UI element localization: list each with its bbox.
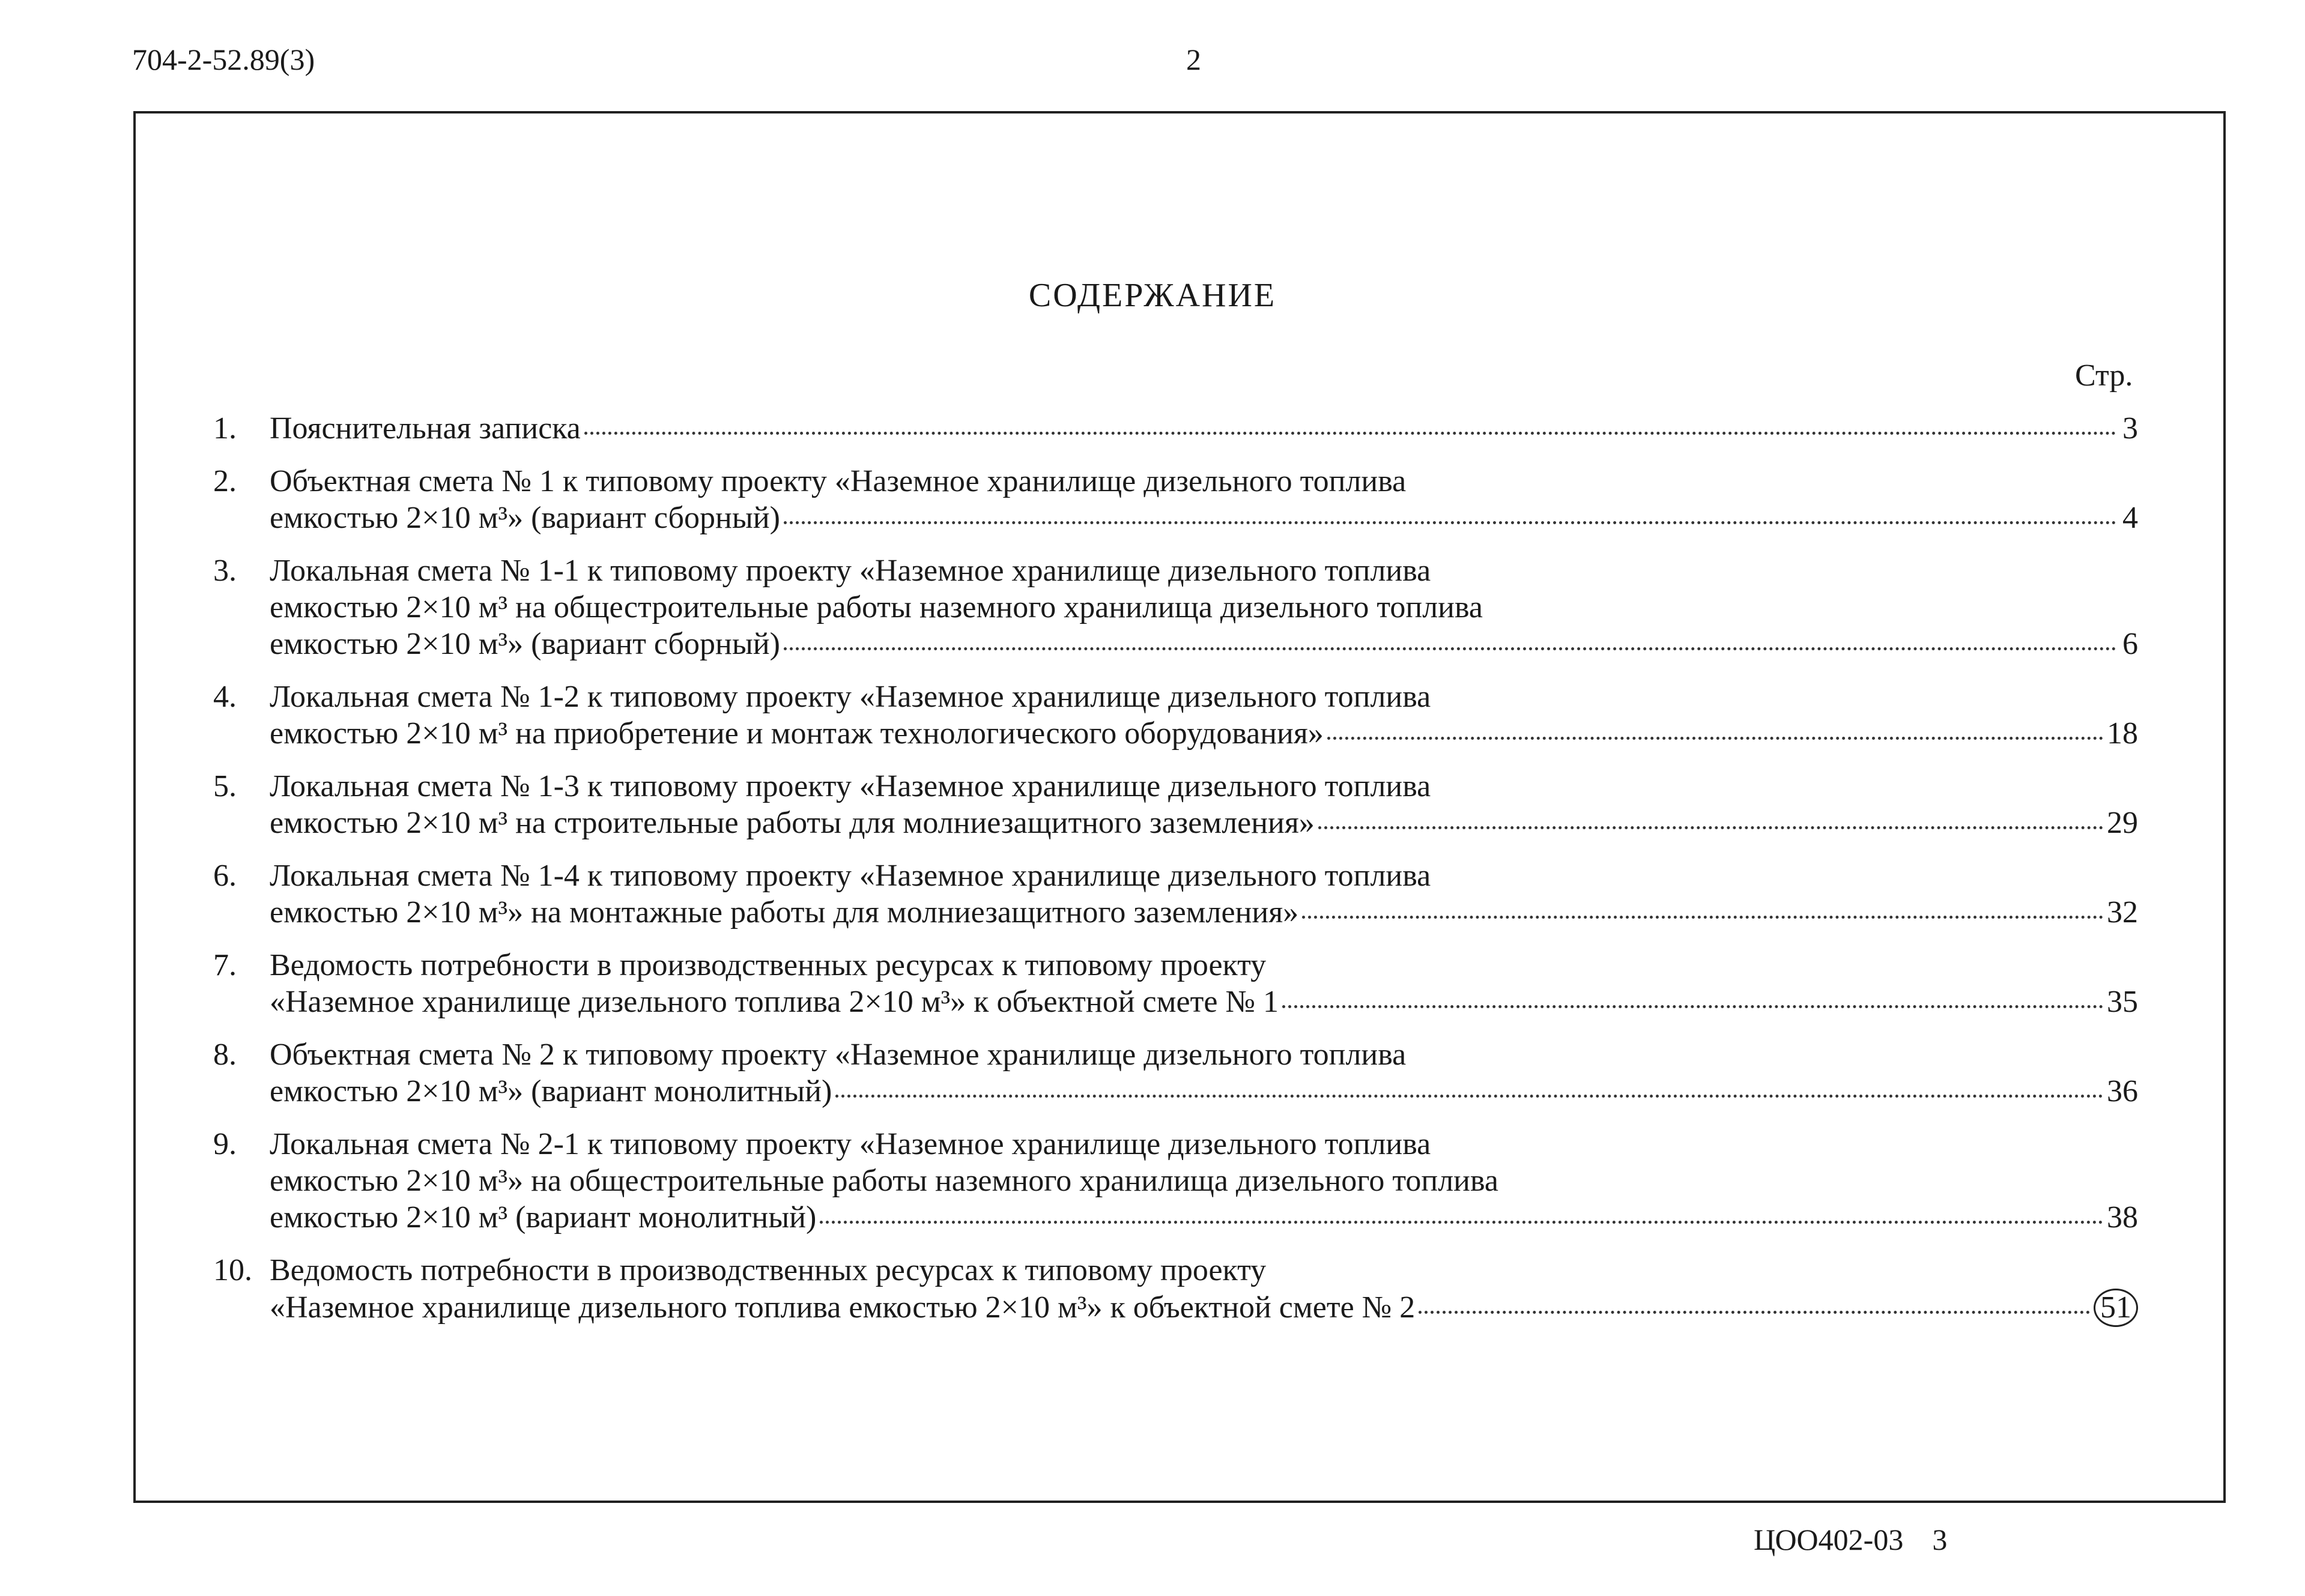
toc-entry-number: 3.: [213, 554, 237, 588]
dot-leader: [1327, 737, 2103, 740]
toc-entry-text: емкостью 2×10 м³ на строительные работы для молниезащитного заземления»: [270, 806, 1315, 840]
toc-entry-text: емкостью 2×10 м³ (вариант монолитный): [270, 1200, 817, 1235]
toc-entry-page: 6: [2122, 627, 2138, 661]
toc-entry-text: Локальная смета № 1-2 к типовому проекту «Наземное хранилище дизельного топлива: [270, 680, 1431, 714]
toc-entry[interactable]: [213, 857, 2138, 931]
toc-entry-number: 6.: [213, 859, 237, 893]
toc-entry-page: 4: [2122, 501, 2138, 535]
dot-leader: [1318, 826, 2103, 829]
toc-entry[interactable]: [213, 463, 2138, 536]
toc-entry-page: 29: [2107, 806, 2138, 840]
toc-entry-page: 35: [2107, 985, 2138, 1019]
page-number: 2: [1186, 43, 1201, 76]
document-code: 704-2-52.89(3): [132, 43, 315, 76]
toc-entry-text: Локальная смета № 1-4 к типовому проекту «Наземное хранилище дизельного топлива: [270, 859, 1431, 893]
toc-entry-number: 9.: [213, 1127, 237, 1161]
dot-leader: [584, 432, 2116, 435]
toc-entry[interactable]: [213, 947, 2138, 1020]
toc-entry[interactable]: [213, 768, 2138, 841]
dot-leader: [820, 1221, 2103, 1224]
toc-entry-page: 18: [2107, 716, 2138, 751]
page-title: СОДЕРЖАНИЕ: [1028, 277, 1277, 314]
toc-entry-number: 8.: [213, 1038, 237, 1072]
toc-entry-text: емкостью 2×10 м³» (вариант сборный): [270, 627, 780, 661]
toc-entry-page: 36: [2107, 1074, 2138, 1108]
footer-sheet-number: 3: [1932, 1523, 1948, 1556]
toc-entry[interactable]: [213, 1126, 2138, 1236]
toc-entry-text: Ведомость потребности в производственных ресурсах к типовому проекту: [270, 948, 1267, 982]
toc-entry[interactable]: [213, 679, 2138, 752]
table-of-contents: [213, 410, 2138, 1343]
toc-entry-number: 4.: [213, 680, 237, 714]
toc-entry-text: Локальная смета № 2-1 к типовому проекту «Наземное хранилище дизельного топлива: [270, 1127, 1431, 1161]
toc-entry-text: емкостью 2×10 м³» (вариант сборный): [270, 501, 780, 535]
dot-leader: [835, 1095, 2103, 1098]
toc-entry-text: емкостью 2×10 м³ на приобретение и монтаж технологического оборудования»: [270, 716, 1324, 751]
toc-entry[interactable]: [213, 1036, 2138, 1110]
toc-entry-text: Локальная смета № 1-1 к типовому проекту «Наземное хранилище дизельного топлива: [270, 554, 1431, 588]
toc-entry-text: Ведомость потребности в производственных ресурсах к типовому проекту: [270, 1253, 1267, 1287]
dot-leader: [1419, 1311, 2090, 1314]
toc-entry-number: 7.: [213, 948, 237, 982]
toc-entry-text: Объектная смета № 1 к типовому проекту «Наземное хранилище дизельного топлива: [270, 464, 1407, 498]
page-column-label: Стр.: [2075, 358, 2133, 393]
toc-entry-number: 10.: [213, 1253, 252, 1287]
toc-entry[interactable]: [213, 1252, 2138, 1327]
toc-entry-number: 5.: [213, 769, 237, 803]
toc-entry-text: «Наземное хранилище дизельного топлива 2×10 м³» к объектной смете № 1: [270, 985, 1279, 1019]
toc-entry-page: 3: [2122, 411, 2138, 446]
footer-code: ЦОО402-03: [1754, 1523, 1904, 1556]
dot-leader: [784, 647, 2116, 650]
toc-entry-page: 38: [2107, 1200, 2138, 1235]
dot-leader: [784, 521, 2116, 524]
toc-entry-text: емкостью 2×10 м³» на монтажные работы для молниезащитного заземления»: [270, 895, 1299, 929]
toc-entry-text: Локальная смета № 1-3 к типовому проекту «Наземное хранилище дизельного топлива: [270, 769, 1431, 803]
dot-leader: [1302, 916, 2103, 919]
footer: [1754, 1522, 1947, 1557]
toc-entry-text: «Наземное хранилище дизельного топлива емкостью 2×10 м³» к объектной смете № 2: [270, 1290, 1416, 1325]
toc-entry-number: 1.: [213, 411, 237, 446]
toc-entry-text: Объектная смета № 2 к типовому проекту «Наземное хранилище дизельного топлива: [270, 1038, 1407, 1072]
toc-entry-text: емкостью 2×10 м³» на общестроительные работы наземного хранилища дизельного топлива: [270, 1164, 1498, 1198]
toc-entry[interactable]: [213, 410, 2138, 447]
dot-leader: [1282, 1005, 2103, 1008]
toc-entry-page: 32: [2107, 895, 2138, 929]
toc-entry-text: емкостью 2×10 м³ на общестроительные работы наземного хранилища дизельного топлива: [270, 590, 1483, 624]
toc-entry-text: Пояснительная записка: [270, 411, 581, 446]
toc-entry[interactable]: [213, 552, 2138, 662]
toc-entry-text: емкостью 2×10 м³» (вариант монолитный): [270, 1074, 832, 1108]
toc-entry-page: 51: [2094, 1289, 2138, 1327]
toc-entry-number: 2.: [213, 464, 237, 498]
